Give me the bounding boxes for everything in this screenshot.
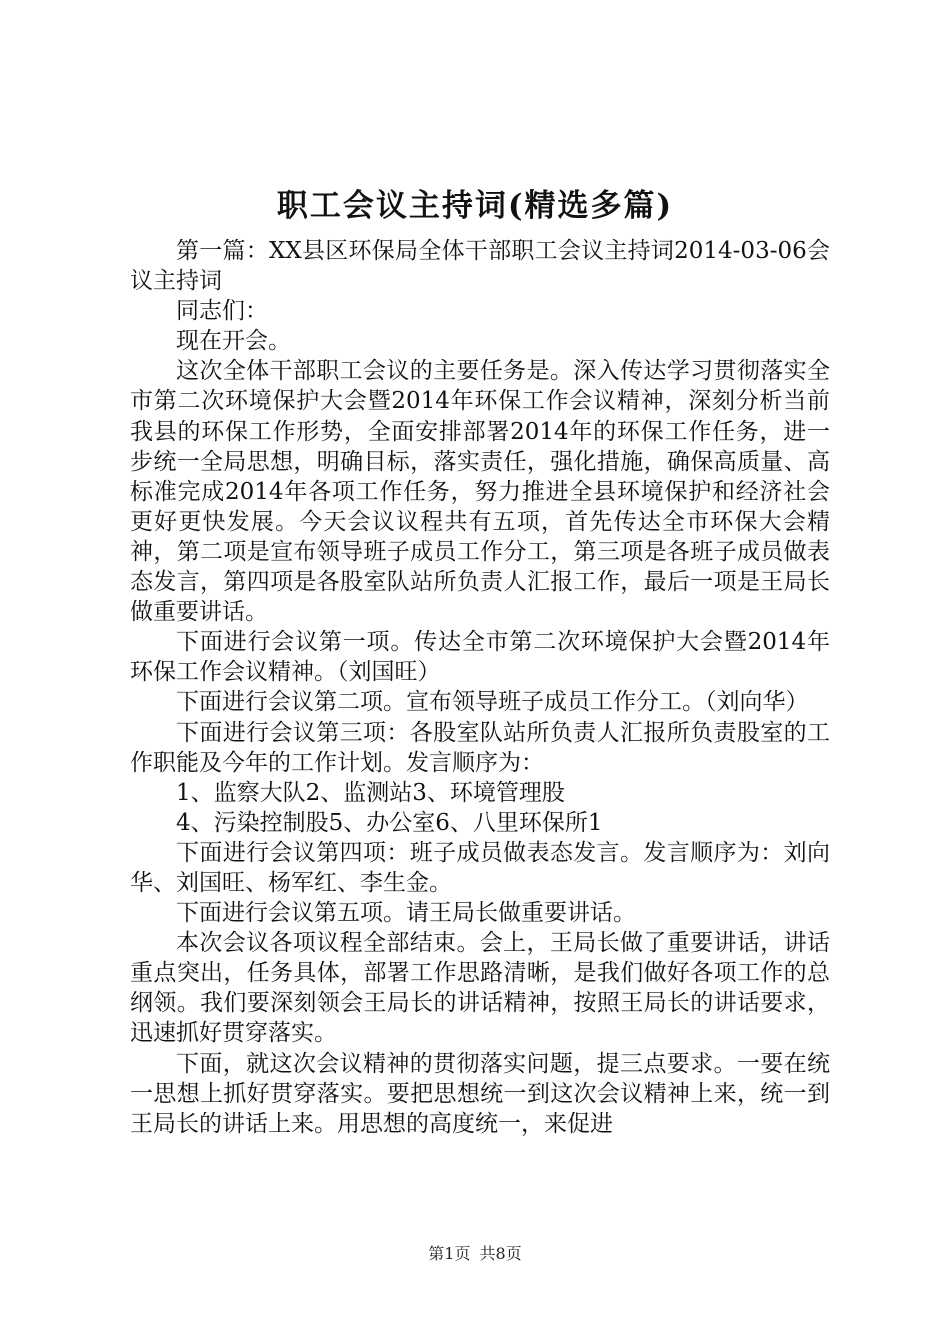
paragraph: 下面进行会议第四项：班子成员做表态发言。发言顺序为：刘向华、刘国旺、杨军红、李生金。 — [130, 839, 830, 896]
paragraph: 1、监察大队2、监测站3、环境管理股 — [176, 779, 565, 806]
paragraph: 第一篇：XX县区环保局全体干部职工会议主持词2014-03-06会议主持词 — [130, 238, 830, 295]
paragraph: 下面，就这次会议精神的贯彻落实问题，提三点要求。一要在统一思想上抓好贯穿落实。要把思想统一到这次会议精神上来，统一到王局长的讲话上来。用思想的高度统一，来促进 — [130, 1050, 830, 1137]
page-footer — [0, 1243, 950, 1265]
paragraph: 下面进行会议第五项。请王局长做重要讲话。 — [176, 900, 636, 927]
paragraph: 4、污染控制股5、办公室6、八里环保所1 — [176, 809, 603, 836]
paragraph: 下面进行会议第一项。传达全市第二次环境保护大会暨2014年环保工作会议精神。（刘国旺） — [130, 629, 830, 686]
paragraph: 同志们： — [176, 298, 268, 325]
paragraph: 本次会议各项议程全部结束。会上，王局长做了重要讲话，讲话重点突出，任务具体，部署工作思路清晰，是我们做好各项工作的总纲领。我们要深刻领会王局长的讲话精神，按照王局长的讲话要求，迅速抓好贯穿落实。 — [130, 930, 830, 1047]
page-total: 共8页 — [479, 1244, 522, 1263]
document-title: 职工会议主持词(精选多篇) — [276, 188, 674, 224]
paragraph: 现在开会。 — [176, 328, 291, 355]
page-number: 第1页 — [428, 1244, 471, 1263]
paragraph: 下面进行会议第二项。宣布领导班子成员工作分工。（刘向华） — [176, 689, 809, 716]
document-body — [130, 236, 830, 1139]
paragraph: 这次全体干部职工会议的主要任务是。深入传达学习贯彻落实全市第二次环境保护大会暨2014年环保工作会议精神，深刻分析当前我县的环保工作形势，全面安排部署2014年的环保工作任务，进一步统一全局思想，明确目标，落实责任，强化措施，确保高质量、高标准完成2014年各项工作任务，努力推进全县环境保护和经济社会更好更快发展。今天会议议程共有五项，首先传达全市环保大会精神，第二项是宣布领导班子成员工作分工，第三项是各班子成员做表态发言，第四项是各股室队站所负责人汇报工作，最后一项是王局长做重要讲话。 — [130, 358, 830, 626]
paragraph: 下面进行会议第三项：各股室队站所负责人汇报所负责股室的工作职能及今年的工作计划。发言顺序为： — [130, 719, 830, 776]
